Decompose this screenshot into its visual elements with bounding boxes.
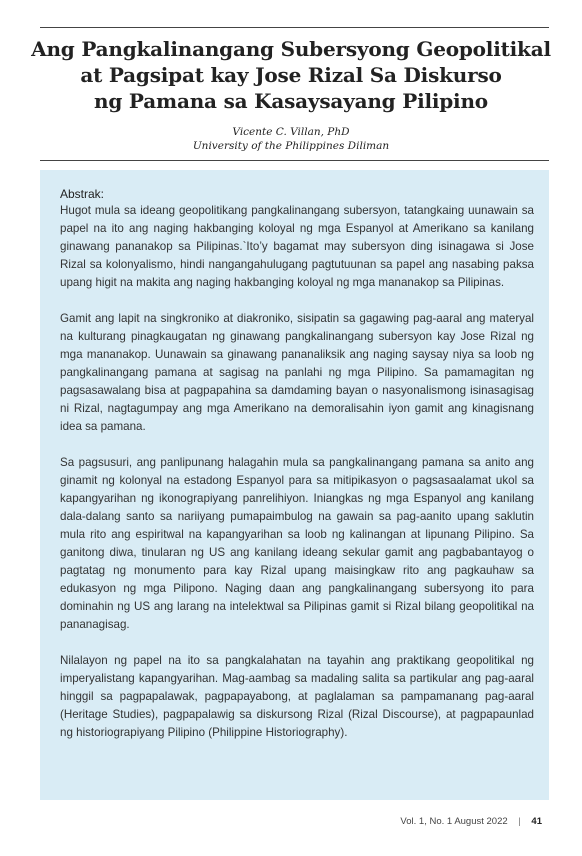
abstract-paragraph: Nilalayon ng papel na ito sa pangkalahatan na tayahin ang praktikang geopolitikal ng imperyalistang kapangyarihan. Mag-aambag sa madaling salita sa partikular ang pag-aaral hinggil sa pagpapalawak, pagpapayabong, at paglalaman sa pampamanang pag-aaral (Heritage Studies), pagpapalawig sa diskursong Rizal (Rizal Discourse), at pagpapaunlad ng historiograpiyang Pilipino (Philippine Historiography). [60, 654, 534, 739]
abstract-paragraph: Hugot mula sa ideang geopolitikang pangkalinangang subersyon, tatangkaing uunawain sa papel na ito ang naging hakbanging koloyal ng mga Espanyol at Amerikano sa kanilang ginawang pananakop sa Pilipinas.`Ito’y bagamat may subersyon ding isinagawa si Jose Rizal sa kolonyalismo, hindi nangangahulugang pagtutuunan sa papel ang nasabing paksa upang higit na makita ang naging hakbanging koloyal ng mga mananakop sa Pilipinas. [60, 204, 534, 289]
top-rule [40, 27, 549, 28]
title-line: Ang Pangkalinangang Subersyong Geopolitikal [31, 37, 551, 61]
abstract-body [60, 202, 534, 760]
abstract-paragraph: Sa pagsusuri, ang panlipunang halagahin mula sa pangkalinangang pamana sa anito ang ginamit ng kolonyal na estadong Espanyol para sa mitipikasyon o pagsasaalamat ukol sa kapangyarihan ng ikonograpiyang panrelihiyon. Iniangkas ng mga Espanyol ang kanilang dala-dalang santo sa nariiyang pumapaimbulog na gawain sa pag-aanito upang saklutin mula rito ang espiritwal na kapangyarihan sa loob ng kalinangan at lipunang Pilipino. Sa ganitong diwa, tinularan ng US ang kanilang ideang sekular gamit ang pagbabantayog o pagtatag ng monumento para kay Rizal upang maisingkaw rito ang pagkauhaw sa edukasyon ng mga Pilipono. Naging daan ang pangkalinangang subersyong ito para dominahin ng US ang larang na intelektwal sa Pilipinas gamit si Rizal bilang geopolitikal na pananagisag. [60, 456, 534, 631]
page-footer [400, 816, 542, 827]
header-rule [40, 160, 549, 161]
page-number: 41 [531, 816, 542, 827]
author-affiliation: University of the Philippines Diliman [192, 140, 390, 152]
title-line: ng Pamana sa Kasaysayang Pilipino [94, 89, 488, 113]
footer-date: August 2022 [454, 816, 508, 827]
paper-title [30, 36, 552, 114]
abstract-paragraph: Gamit ang lapit na singkroniko at diakroniko, sisipatin sa gagawing pag-aaral ang materyal na kulturang pinagkaugatan ng ginawang pangkalinangang subersyon kay Jose Rizal ng mga mananakop. Uunawain sa ginawang pananaliksik ang naging saysay niya sa loob ng pangkalinangang pamana at sagisag na panlahi ng mga Pilipino. Sa pamamagitan ng pagsasawalang bisa at pagpapahina sa damdaming bayan o nasyonalismong isinasagisag ni Rizal, nagtagumpay ang mga Amerikano na demoralisahin iyon gamit ang kinagisnang idea sa pamana. [60, 312, 534, 433]
footer-separator: | [518, 816, 521, 827]
title-line: at Pagsipat kay Jose Rizal Sa Diskurso [80, 63, 502, 87]
footer-volume: Vol. 1, No. 1 [400, 816, 453, 827]
author-name: Vicente C. Villan, PhD [232, 126, 350, 138]
abstract-box [40, 170, 549, 800]
author-block [30, 125, 552, 153]
abstract-heading: Abstrak: [60, 187, 105, 201]
